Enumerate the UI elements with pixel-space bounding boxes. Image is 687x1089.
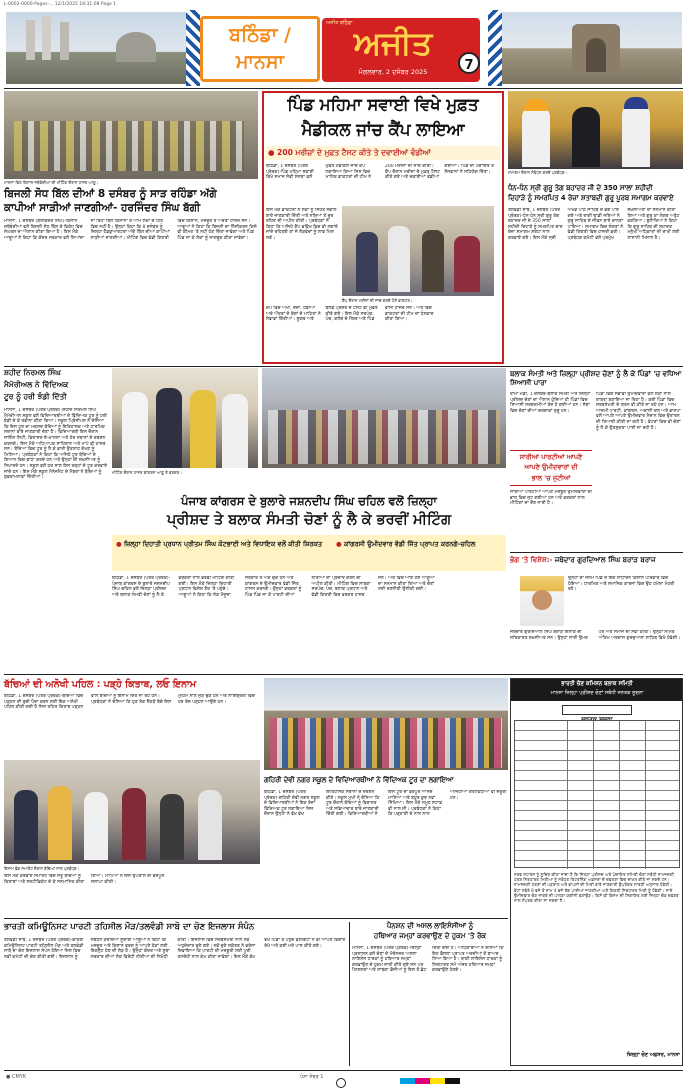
school-headline: ਗਹਿਰੀ ਦੇਵੀ ਨਗਰ ਸਕੂਲ ਦੇ ਵਿਦਿਆਰਥੀਆਂ ਨੇ ਵਿੱਦਿਅਕ ਟੂਰ ਦਾ ਲਗਾਇਆ: [264, 776, 454, 784]
bullet-icon: ●: [116, 540, 124, 548]
masthead-photo-right: [502, 12, 682, 84]
gurpurab-body: ਤਲਵੰਡੀ ਸਾਬੋ, 1 ਦਸੰਬਰ (ਪੱਤਰ ਪ੍ਰੇਰਕ)-ਧੰਨ-ਧੰਨ ਸ੍ਰੀ ਗੁਰੂ ਤੇਗ ਬਹਾਦਰ ਜੀ ਦੇ 350 ਸਾਲਾ ਸ਼ਹੀਦੀ ਦਿਹਾੜੇ ਨੂੰ ਸਮਰਪਿਤ ਚਾਰ ਰੋਜ਼ਾ ਸਮਾਗਮ ਸ਼ਰਧਾ ਨਾਲ ਕਰਵਾਏ ਗਏ। ਇਸ ਮੌਕੇ ਸ੍ਰੀ ਅਖੰਡ ਪਾਠ ਸਾਹਿਬ ਦੇ ਭੋਗ ਪਾਏ ਗਏ ਅਤੇ ਰਾਗੀ ਢਾਡੀ ਜਥਿਆਂ ਨੇ ਗੁਰੂ ਸਾਹਿਬ ਦੇ ਜੀਵਨ ਬਾਰੇ ਚਾਨਣਾ ਪਾਇਆ। ਸਮਾਗਮ ਵਿਚ ਸੰਗਤਾਂ ਨੇ ਵੱਡੀ ਗਿਣਤੀ ਵਿਚ ਹਾਜ਼ਰੀ ਭਰੀ। ਪ੍ਰਬੰਧਕ ਕਮੇਟੀ ਵਲੋਂ ਪ੍ਰਮੁੱਖ ਸ਼ਖ਼ਸੀਅਤਾਂ ਦਾ ਸਨਮਾਨ ਕੀਤਾ ਗਿਆ ਅਤੇ ਗੁਰੂ ਕਾ ਲੰਗਰ ਅਤੁੱਟ ਵਰਤਿਆ। ਬੁਲਾਰਿਆਂ ਨੇ ਕਿਹਾ ਕਿ ਗੁਰੂ ਸਾਹਿਬ ਦੀ ਸ਼ਹਾਦਤ ਮਨੁੱਖੀ ਅਧਿਕਾਰਾਂ ਦੀ ਰਾਖੀ ਲਈ ਲਾਸਾਨੀ ਮਿਸਾਲ ਹੈ।: [508, 208, 680, 241]
congress-photo-right: [262, 368, 506, 468]
electricity-body: ਮਾਨਸਾ, 1 ਦਸੰਬਰ (ਬਲਵਿੰਦਰ ਸਿੰਘ)-ਕਿਸਾਨ ਜਥੇਬੰਦੀਆਂ ਵਲੋਂ ਬਿਜਲੀ ਸੋਧ ਬਿੱਲ ਦੇ ਵਿਰੋਧ ਵਿਚ ਸੰਘਰਸ਼ ਦਾ ਐਲਾਨ ਕੀਤਾ ਗਿਆ ਹੈ। ਇਸ ਮੌਕੇ ਆਗੂਆਂ ਨੇ ਕਿਹਾ ਕਿ ਕੇਂਦਰ ਸਰਕਾਰ ਵਲੋਂ ਲਿਆਂਦਾ ਜਾ ਰਿਹਾ ਬਿੱਲ ਕਿਸਾਨਾਂ ਤੇ ਆਮ ਲੋਕਾਂ ਦੇ ਹਿੱਤ ਵਿਚ ਨਹੀਂ ਹੈ। ਉਨ੍ਹਾਂ ਕਿਹਾ ਕਿ 8 ਦਸੰਬਰ ਨੂੰ ਜ਼ਿਲ੍ਹਾ ਹੈੱਡਕੁਆਰਟਰਾਂ ਅੱਗੇ ਬਿੱਲ ਦੀਆਂ ਕਾਪੀਆਂ ਸਾੜੀਆਂ ਜਾਣਗੀਆਂ। ਮੀਟਿੰਗ ਵਿਚ ਵੱਡੀ ਗਿਣਤੀ ਵਿਚ ਕਿਸਾਨ, ਮਜ਼ਦੂਰ ਤੇ ਔਰਤਾਂ ਹਾਜ਼ਰ ਸਨ। ਆਗੂਆਂ ਨੇ ਕਿਹਾ ਕਿ ਬਿਜਲੀ ਦਾ ਨਿੱਜੀਕਰਨ ਕਿਸੇ ਵੀ ਕੀਮਤ 'ਤੇ ਨਹੀਂ ਹੋਣ ਦਿੱਤਾ ਜਾਵੇਗਾ ਅਤੇ ਪਿੰਡ ਪਿੰਡ ਜਾ ਕੇ ਲੋਕਾਂ ਨੂੰ ਜਾਗਰੂਕ ਕੀਤਾ ਜਾਵੇਗਾ।: [4, 219, 257, 241]
print-slug: L-0002-0000-Pages-... 12/1/2025 18:31:08 Page 1: [4, 2, 117, 7]
electricity-headline-1: ਬਿਜਲੀ ਸੋਧ ਬਿੱਲ ਦੀਆਂ 8 ਦਸੰਬਰ ਨੂੰ ਸਾੜ ਰਹਿੰਡਾ ਅੱਗੇ: [4, 188, 217, 200]
masthead-date: ਮੰਗਲਵਾਰ, 2 ਦਸੰਬਰ 2025: [358, 68, 428, 76]
tribute-title: [510, 556, 683, 565]
masthead: [0, 8, 687, 88]
page-number: 7: [464, 58, 474, 73]
medical-camp-body-top: ਬਠਿੰਡਾ, 1 ਦਸੰਬਰ (ਪੱਤਰ ਪ੍ਰੇਰਕ)-ਪਿੰਡ ਮਹਿਮਾ ਸਵਾਈ ਵਿਖੇ ਸਮਾਜ ਸੇਵੀ ਸੰਸਥਾ ਵਲੋਂ ਮੁਫ਼ਤ ਮੈਡੀਕਲ ਜਾਂਚ ਕੈਂਪ ਲਗਾਇਆ ਗਿਆ ਜਿਸ ਵਿਚ ਮਾਹਿਰ ਡਾਕਟਰਾਂ ਦੀ ਟੀਮ ਨੇ 200 ਮਰੀਜ਼ਾਂ ਦੀ ਜਾਂਚ ਕੀਤੀ। ਕੈਂਪ ਦੌਰਾਨ ਮਰੀਜ਼ਾਂ ਦੇ ਮੁਫ਼ਤ ਟੈਸਟ ਕੀਤੇ ਗਏ ਅਤੇ ਦਵਾਈਆਂ ਵੰਡੀਆਂ ਗਈਆਂ। ਪਿੰਡ ਦੀ ਪੰਚਾਇਤ ਤੇ ਨੌਜਵਾਨਾਂ ਨੇ ਸਹਿਯੋਗ ਦਿੱਤਾ।: [266, 164, 494, 181]
congress-bullet-1: [116, 540, 330, 549]
congress-body: ਬਠਿੰਡਾ, 1 ਦਸੰਬਰ (ਪੱਤਰ ਪ੍ਰੇਰਕ)-ਪੰਜਾਬ ਕਾਂਗਰਸ ਦੇ ਬੁਲਾਰੇ ਜਸ਼ਨਦੀਪ ਸਿੰਘ ਚਹਿਲ ਵਲੋਂ ਜ਼ਿਲ੍ਹਾ ਪ੍ਰੀਸ਼ਦ ਅਤੇ ਬਲਾਕ ਸੰਮਤੀ ਚੋਣਾਂ ਨੂੰ ਲੈ ਕੇ ਵਰਕਰਾਂ ਨਾਲ ਭਰਵੀਂ ਮੀਟਿੰਗ ਕੀਤੀ ਗਈ। ਇਸ ਮੌਕੇ ਜ਼ਿਲ੍ਹਾ ਦਿਹਾਤੀ ਪ੍ਰਧਾਨ ਵਿਸ਼ੇਸ਼ ਤੌਰ 'ਤੇ ਪਹੁੰਚੇ। ਆਗੂਆਂ ਨੇ ਕਿਹਾ ਕਿ ਲੋਕ ਮੌਜੂਦਾ ਸਰਕਾਰ ਤੋਂ ਅੱਕ ਚੁੱਕੇ ਹਨ ਅਤੇ ਕਾਂਗਰਸ ਦੇ ਉਮੀਦਵਾਰ ਵੱਡੀ ਜਿੱਤ ਹਾਸਲ ਕਰਨਗੇ। ਉਨ੍ਹਾਂ ਵਰਕਰਾਂ ਨੂੰ ਪਿੰਡ ਪਿੰਡ ਜਾ ਕੇ ਪਾਰਟੀ ਦੀਆਂ ਨੀਤੀਆਂ ਦਾ ਪ੍ਰਚਾਰ ਕਰਨ ਦੀ ਅਪੀਲ ਕੀਤੀ। ਮੀਟਿੰਗ ਵਿਚ ਸਾਬਕਾ ਸਰਪੰਚ, ਪੰਚ, ਬਲਾਕ ਪ੍ਰਧਾਨ ਅਤੇ ਵੱਡੀ ਗਿਣਤੀ ਵਿਚ ਵਰਕਰ ਹਾਜ਼ਰ ਸਨ। ਅੰਤ ਵਿਚ ਆਏ ਹੋਏ ਆਗੂਆਂ ਦਾ ਸਨਮਾਨ ਕੀਤਾ ਗਿਆ ਅਤੇ ਚੋਣਾਂ ਲਈ ਰਣਨੀਤੀ ਉਲੀਕੀ ਗਈ।: [112, 576, 435, 598]
electricity-headline-2: ਕਾਪੀਆਂ ਸਾੜੀਆਂ ਜਾਣਗੀਆਂ- ਹਰਜਿੰਦਰ ਸਿੰਘ ਬੱਗੀ: [4, 202, 201, 214]
gurpurab-headline-2: ਦਿਹਾੜੇ ਨੂੰ ਸਮਰਪਿਤ 4 ਰੋਜ਼ਾ ਸ਼ਤਾਬਦੀ ਗੁਰੂ ਪੂਰਬ ਸਮਾਗਮ ਕਰਵਾਏ: [508, 194, 674, 202]
electricity-photo-caption: ਮਾਨਸਾ ਵਿਖੇ ਕਿਸਾਨ ਜਥੇਬੰਦੀਆਂ ਦੀ ਮੀਟਿੰਗ ਦੌਰਾਨ ਹਾਜ਼ਰ ਆਗੂ।: [4, 180, 99, 185]
congress-headline-2: ਪ੍ਰੀਸ਼ਦ ਤੇ ਬਲਾਕ ਸੰਮਤੀ ਚੋਣਾਂ ਨੂੰ ਲੈ ਕੇ ਭਰਵੀਂ ਮੀਟਿੰਗ: [166, 512, 452, 528]
medical-camp-body-left: ਇਸ ਮੌਕੇ ਡਾਕਟਰਾਂ ਨੇ ਲੋਕਾਂ ਨੂੰ ਸਿਹਤ ਸੰਭਾਲ ਬਾਰੇ ਜਾਣਕਾਰੀ ਦਿੱਤੀ ਅਤੇ ਨਸ਼ਿਆਂ ਤੋਂ ਦੂਰ ਰਹਿਣ ਦੀ ਅਪੀਲ ਕੀਤੀ। ਪ੍ਰਬੰਧਕਾਂ ਨੇ ਕਿਹਾ ਕਿ ਅਜਿਹੇ ਕੈਂਪ ਭਵਿੱਖ ਵਿਚ ਵੀ ਲਗਾਏ ਜਾਂਦੇ ਰਹਿਣਗੇ ਤਾਂ ਜੋ ਲੋੜਵੰਦਾਂ ਨੂੰ ਲਾਭ ਮਿਲ ਸਕੇ।: [266, 208, 338, 241]
notice-header-2: ਮਾਨਸਾ ਜ਼ਿਲ੍ਹਾ ਪ੍ਰੀਸ਼ਦ ਚੋਣਾਂ ਸਬੰਧੀ ਜਨਤਕ ਸੂਚਨਾ: [550, 690, 644, 696]
masthead-pattern: [186, 10, 200, 86]
congress-photo-caption: ਮੀਟਿੰਗ ਦੌਰਾਨ ਹਾਜ਼ਰ ਕਾਂਗਰਸ ਆਗੂ ਤੇ ਵਰਕਰ।: [112, 470, 182, 475]
edition-name: ਬਠਿੰਡਾ / ਮਾਨਸਾ: [229, 24, 291, 73]
masthead-photo-left: [6, 12, 186, 84]
bullet-icon: ●: [336, 540, 344, 548]
medical-camp-photo-caption: ਕੈਂਪ ਦੌਰਾਨ ਮਰੀਜ਼ਾਂ ਦੀ ਜਾਂਚ ਕਰਦੇ ਹੋਏ ਡਾਕਟਰ।: [342, 298, 413, 303]
villages-pullquote-3: ਭਾਲ 'ਚ ਜੁਟੀਆਂ: [531, 474, 571, 482]
pension-headline-2: ਹਥਿਆਰ ਜਮ੍ਹਾਂ ਕਰਵਾਉਣ ਦੇ ਹੁਕਮ 'ਤੇ ਰੋਕ: [373, 932, 487, 940]
cpi-body: ਤਲਵੰਡੀ ਸਾਬੋ, 1 ਦਸੰਬਰ (ਪੱਤਰ ਪ੍ਰੇਰਕ)-ਭਾਰਤੀ ਕਮਿਊਨਿਸਟ ਪਾਰਟੀ ਤਹਿਸੀਲ ਮੌੜ ਅਤੇ ਤਲਵੰਡੀ ਸਾਬੋ ਦਾ ਚੋਣ ਇਜਲਾਸ ਸੰਪੰਨ ਹੋਇਆ ਜਿਸ ਵਿਚ ਨਵੀਂ ਕਮੇਟੀ ਦੀ ਚੋਣ ਕੀਤੀ ਗਈ। ਇਜਲਾਸ ਨੂੰ ਸੰਬੋਧਨ ਕਰਦਿਆਂ ਸੂਬਾਈ ਆਗੂਆਂ ਨੇ ਕਿਹਾ ਕਿ ਮਜ਼ਦੂਰ ਅਤੇ ਕਿਸਾਨ ਵਰਗ ਨੂੰ ਆਪਣੇ ਹੱਕਾਂ ਲਈ ਇਕਜੁੱਟ ਹੋਣ ਦੀ ਲੋੜ ਹੈ। ਉਨ੍ਹਾਂ ਕੇਂਦਰ ਅਤੇ ਸੂਬਾ ਸਰਕਾਰ ਦੀਆਂ ਲੋਕ ਵਿਰੋਧੀ ਨੀਤੀਆਂ ਦੀ ਨਿਖੇਧੀ ਕੀਤੀ। ਇਜਲਾਸ ਵਿਚ ਸਰਬਸੰਮਤੀ ਨਾਲ ਨਵੇਂ ਅਹੁਦੇਦਾਰ ਚੁਣੇ ਗਏ। ਨਵੇਂ ਚੁਣੇ ਸਕੱਤਰ ਨੇ ਭਰੋਸਾ ਦਿਵਾਇਆ ਕਿ ਪਾਰਟੀ ਦੀ ਮਜ਼ਬੂਤੀ ਲਈ ਪੂਰੀ ਤਨਦੇਹੀ ਨਾਲ ਕੰਮ ਕੀਤਾ ਜਾਵੇਗਾ। ਇਸ ਮੌਕੇ ਵੱਖ ਵੱਖ ਪਿੰਡਾਂ ਤੋਂ ਪਹੁੰਚੇ ਡੈਲੀਗੇਟਾਂ ਨੇ ਵੀ ਆਪਣੇ ਵਿਚਾਰ ਰੱਖੇ ਅਤੇ ਕਈ ਮਤੇ ਪਾਸ ਕੀਤੇ ਗਏ।: [4, 938, 346, 960]
bullet-icon: ●: [268, 148, 278, 157]
villages-body-2: ਸਾਰੀਆਂ ਪਾਰਟੀਆਂ ਆਪਣੇ ਮਜ਼ਬੂਤ ਉਮੀਦਵਾਰਾਂ ਦੀ ਭਾਲ ਵਿਚ ਜੁਟ ਗਈਆਂ ਹਨ ਅਤੇ ਵਰਕਰਾਂ ਨਾਲ ਮੀਟਿੰਗਾਂ ਦਾ ਦੌਰ ਜਾਰੀ ਹੈ।: [510, 490, 592, 507]
medical-camp-headline-2: ਮੈਡੀਕਲ ਜਾਂਚ ਕੈਂਪ ਲਾਇਆ: [301, 120, 465, 139]
farmers-meeting-photo: [4, 91, 258, 179]
school-tour-headline-1: ਸ਼ਹੀਦ ਨਿਰਮਲ ਸਿੰਘ: [4, 368, 61, 377]
tribute-kicker: ਭੋਗ 'ਤੇ ਵਿਸ਼ੇਸ਼:-: [510, 556, 553, 564]
medical-camp-subhead-text: 200 ਮਰੀਜ਼ਾਂ ਦੇ ਮੁਫ਼ਤ ਟੈਸਟ ਕੀਤੇ ਤੇ ਦਵਾਈਆਂ ਵੰਡੀਆਂ: [277, 148, 431, 157]
footer-center: ਪੰਨਾ ਨੰਬਰ 1: [300, 1074, 324, 1080]
congress-bullet-1-text: ਜ਼ਿਲ੍ਹਾ ਦਿਹਾਤੀ ਪ੍ਰਧਾਨ ਪ੍ਰੀਤਮ ਸਿੰਘ ਕੋਟਭਾਈ ਅਤੇ ਵਿਧਾਇਕ ਵਲੋਂ ਕੀਤੀ ਸ਼ਿਰਕਤ: [123, 540, 323, 548]
page-number-badge: [458, 52, 480, 74]
school-tour-headline-2: ਮੈਮੋਰੀਅਲ ਨੇ ਵਿੱਦਿਅਕ: [4, 380, 69, 389]
medical-camp-subhead: [268, 148, 500, 158]
tribute-body: ਜਥੇਦਾਰ ਗੁਰਦਿਆਲ ਸਿੰਘ ਬਰਾੜ ਇਲਾਕੇ ਦੀ ਸਤਿਕਾਰਤ ਸ਼ਖ਼ਸੀਅਤ ਸਨ। ਉਨ੍ਹਾਂ ਸਾਰੀ ਉਮਰ ਪੰਥ ਅਤੇ ਸਮਾਜ ਦੀ ਸੇਵਾ ਕੀਤੀ। ਉਨ੍ਹਾਂ ਨਮਿਤ ਅੰਤਿਮ ਅਰਦਾਸ ਗੁਰਦੁਆਰਾ ਸਾਹਿਬ ਵਿਖੇ ਹੋਵੇਗੀ।: [510, 630, 681, 641]
notice-table: [514, 720, 680, 868]
brand-tag: ਅਜੀਤ ਬਠਿੰਡਾ: [326, 20, 353, 26]
children-photo-caption: ਇਨਾਮ ਵੰਡ ਸਮਾਰੋਹ ਦੌਰਾਨ ਬੱਚਿਆਂ ਨਾਲ ਪ੍ਰਬੰਧਕ।: [4, 866, 80, 871]
notice-title-box: [562, 705, 632, 715]
school-tour-headline-3: ਟੂਰ ਨੂੰ ਹਰੀ ਝੰਡੀ ਦਿੱਤੀ: [4, 392, 67, 401]
tribute-body-top: ਉਨ੍ਹਾਂ ਦਾ ਜਨਮ ਪਿੰਡ ਦੇ ਇਕ ਸਾਧਾਰਨ ਕਿਸਾਨ ਪਰਿਵਾਰ ਵਿਚ ਹੋਇਆ। ਧਾਰਮਿਕ ਅਤੇ ਸਮਾਜਿਕ ਕਾਰਜਾਂ ਵਿਚ ਉਹ ਹਮੇਸ਼ਾ ਮੋਹਰੀ ਰਹੇ।: [568, 576, 675, 593]
masthead-pattern-right: [488, 10, 502, 86]
medical-camp-photo: [342, 206, 494, 296]
villages-pullquote-2: ਆਪਣੇ ਉਮੀਦਵਾਰਾਂ ਦੀ: [524, 463, 578, 471]
notice-footer: ਜ਼ਿਲ੍ਹਾ ਚੋਣ ਅਫ਼ਸਰ, ਮਾਨਸਾ: [626, 1052, 680, 1058]
school-body: ਬਠਿੰਡਾ, 1 ਦਸੰਬਰ (ਪੱਤਰ ਪ੍ਰੇਰਕ)-ਗਹਿਰੀ ਦੇਵੀ ਨਗਰ ਸਕੂਲ ਦੇ ਵਿਦਿਆਰਥੀਆਂ ਨੇ ਇਕ ਰੋਜ਼ਾ ਵਿੱਦਿਅਕ ਟੂਰ ਲਗਾਇਆ ਜਿਸ ਦੌਰਾਨ ਉਨ੍ਹਾਂ ਨੇ ਵੱਖ ਵੱਖ ਇਤਿਹਾਸਕ ਸਥਾਨਾਂ ਦੇ ਦਰਸ਼ਨ ਕੀਤੇ। ਸਕੂਲ ਮੁਖੀ ਨੇ ਦੱਸਿਆ ਕਿ ਟੂਰ ਦੌਰਾਨ ਬੱਚਿਆਂ ਨੂੰ ਵਿਰਾਸਤ ਅਤੇ ਸਭਿਆਚਾਰ ਬਾਰੇ ਜਾਣਕਾਰੀ ਦਿੱਤੀ ਗਈ। ਵਿਦਿਆਰਥੀਆਂ ਨੇ ਇਸ ਟੂਰ ਦਾ ਭਰਪੂਰ ਆਨੰਦ ਮਾਣਿਆ ਅਤੇ ਬਹੁਤ ਕੁਝ ਨਵਾਂ ਸਿੱਖਿਆ। ਇਸ ਮੌਕੇ ਸਮੂਹ ਸਟਾਫ਼ ਵੀ ਨਾਲ ਸੀ। ਪ੍ਰਬੰਧਕਾਂ ਨੇ ਕਿਹਾ ਕਿ ਪੜ੍ਹਾਈ ਦੇ ਨਾਲ ਨਾਲ ਅਜਿਹੀਆਂ ਗਤੀਵਿਧੀਆਂ ਵੀ ਜ਼ਰੂਰੀ ਹਨ।: [264, 790, 507, 818]
tribute-headline: ਜਥੇਦਾਰ ਗੁਰਦਿਆਲ ਸਿੰਘ ਬਰਾੜ ਬਰਾਜ: [554, 556, 656, 564]
villages-body-1: ਰਾਮਾਂ ਮੰਡੀ, 1 ਦਸੰਬਰ-ਬਲਾਕ ਸੰਮਤੀ ਅਤੇ ਜ਼ਿਲ੍ਹਾ ਪ੍ਰੀਸ਼ਦ ਚੋਣਾਂ ਦਾ ਐਲਾਨ ਹੁੰਦਿਆਂ ਹੀ ਪਿੰਡਾਂ ਵਿਚ ਸਿਆਸੀ ਸਰਗਰਮੀਆਂ ਤੇਜ਼ ਹੋ ਗਈਆਂ ਹਨ। ਸੱਥਾਂ ਵਿਚ ਚੋਣਾਂ ਦੀਆਂ ਚਰਚਾਵਾਂ ਸ਼ੁਰੂ ਹਨ।: [510, 392, 591, 414]
gurpurab-photo-caption: ਸਮਾਗਮ ਦੌਰਾਨ ਸੰਬੋਧਨ ਕਰਦੇ ਪ੍ਰਬੰਧਕ।: [508, 170, 568, 175]
notice-header-1: ਭਾਰਤੀ ਚੋਣ ਕਮਿਸ਼ਨ ਬਲਾਕ ਸਮਿਤੀ: [561, 681, 633, 687]
villages-pullquote-1: ਸਾਰੀਆਂ ਪਾਰਟੀਆਂ ਆਪਣੇ: [519, 453, 583, 461]
school-group-photo: [264, 678, 508, 770]
children-body: ਬਠਿੰਡਾ, 1 ਦਸੰਬਰ (ਪੱਤਰ ਪ੍ਰੇਰਕ)-ਬੱਚਿਆਂ ਵਿਚ ਪੜ੍ਹਨ ਦੀ ਰੁਚੀ ਪੈਦਾ ਕਰਨ ਲਈ ਇਕ ਅਨੋਖੀ ਪਹਿਲ ਕੀਤੀ ਗਈ ਹੈ ਜਿਸ ਤਹਿਤ ਕਿਤਾਬ ਪੜ੍ਹਨ ਵਾਲੇ ਬੱਚਿਆਂ ਨੂੰ ਇਨਾਮ ਦਿੱਤੇ ਜਾ ਰਹੇ ਹਨ। ਪ੍ਰਬੰਧਕਾਂ ਨੇ ਦੱਸਿਆ ਕਿ ਹੁਣ ਤੱਕ ਸੈਂਕੜੇ ਬੱਚੇ ਇਸ ਮੁਹਿੰਮ ਨਾਲ ਜੁੜ ਚੁੱਕੇ ਹਨ ਅਤੇ ਲਾਇਬ੍ਰੇਰੀ ਵਿਚ ਹਰ ਰੋਜ਼ ਪੜ੍ਹਨ ਆਉਂਦੇ ਹਨ।: [4, 694, 255, 711]
tribute-portrait: [520, 576, 564, 626]
brand-logo: ਅਜੀਤ: [353, 24, 433, 62]
congress-photo-left: [112, 368, 258, 468]
children-headline: ਬੱਚਿਆਂ ਦੀ ਅਨੋਖੀ ਪਹਿਲ : ਪੜ੍ਹੋ ਕਿਤਾਬ, ਲਓ ਇਨਾਮ: [4, 679, 197, 690]
congress-bullet-2-text: ਕਾਂਗਰਸੀ ਉਮੀਦਵਾਰ ਵੱਡੀ ਜਿੱਤ ਪ੍ਰਾਪਤ ਕਰਨਗੇ-ਚਹਿਲ: [343, 540, 476, 548]
villages-headline: ਬਲਾਕ ਸੰਮਤੀ ਅਤੇ ਜ਼ਿਲ੍ਹਾ ਪ੍ਰੀਸ਼ਦ ਚੋਣਾਂ ਨੂੰ ਲੈ ਕੇ ਪਿੰਡਾਂ 'ਚ ਵਧਿਆ ਸਿਆਸੀ ਪਾਰਾ: [510, 370, 682, 387]
color-bar-icon: [400, 1078, 460, 1084]
gurpurab-headline-1: ਧੰਨ-ਧੰਨ ਸ੍ਰੀ ਗੁਰੂ ਤੇਗ ਬਹਾਦਰ ਜੀ ਦੇ 350 ਸਾਲਾ ਸ਼ਹੀਦੀ: [508, 184, 653, 192]
notice-body: ਸਰਵ ਸਧਾਰਨ ਨੂੰ ਸੂਚਿਤ ਕੀਤਾ ਜਾਂਦਾ ਹੈ ਕਿ ਜ਼ਿਲ੍ਹਾ ਪ੍ਰੀਸ਼ਦ ਅਤੇ ਪੰਚਾਇਤ ਸਮਿਤੀ ਚੋਣਾਂ ਸਬੰਧੀ ਨਾਮਜ਼ਦਗੀ ਪੱਤਰ ਨਿਰਧਾਰਤ ਮਿਤੀਆਂ ਨੂੰ ਸਬੰਧਤ ਰਿਟਰਨਿੰਗ ਅਫ਼ਸਰਾਂ ਦੇ ਦਫ਼ਤਰਾਂ ਵਿਚ ਦਾਖ਼ਲ ਕੀਤੇ ਜਾ ਸਕਦੇ ਹਨ। ਨਾਮਜ਼ਦਗੀ ਪੱਤਰਾਂ ਦੀ ਪੜਤਾਲ ਅਤੇ ਵਾਪਸੀ ਦੀ ਮਿਤੀ ਬਾਰੇ ਜਾਣਕਾਰੀ ਉਪਰੋਕਤ ਸਾਰਣੀ ਅਨੁਸਾਰ ਹੋਵੇਗੀ। ਵੋਟਾਂ ਸਵੇਰੇ 8 ਵਜੇ ਤੋਂ ਸ਼ਾਮ 4 ਵਜੇ ਤੱਕ ਪਾਈਆਂ ਜਾਣਗੀਆਂ ਅਤੇ ਗਿਣਤੀ ਨਿਰਧਾਰਤ ਮਿਤੀ ਨੂੰ ਹੋਵੇਗੀ। ਸਾਰੇ ਉਮੀਦਵਾਰ ਚੋਣ ਜ਼ਾਬਤੇ ਦੀ ਪਾਲਣਾ ਯਕੀਨੀ ਬਣਾਉਣ। ਕਿਸੇ ਵੀ ਕਿਸਮ ਦੀ ਸ਼ਿਕਾਇਤ ਲਈ ਜ਼ਿਲ੍ਹਾ ਚੋਣ ਦਫ਼ਤਰ ਨਾਲ ਸੰਪਰਕ ਕੀਤਾ ਜਾ ਸਕਦਾ ਹੈ।: [514, 872, 679, 904]
cpi-headline: ਭਾਰਤੀ ਕਮਿਊਨਿਸਟ ਪਾਰਟੀ ਤਹਿਸੀਲ ਮੌੜ/ਤਲਵੰਡੀ ਸਾਬੋ ਦਾ ਚੋਣ ਇਜਲਾਸ ਸੰਪੰਨ: [4, 922, 255, 932]
school-tour-body: ਮਾਨਸਾ, 1 ਦਸੰਬਰ (ਪੱਤਰ ਪ੍ਰੇਰਕ)-ਸ਼ਹੀਦ ਨਿਰਮਲ ਸਿੰਘ ਮੈਮੋਰੀਅਲ ਸਕੂਲ ਵਲੋਂ ਵਿਦਿਆਰਥੀਆਂ ਦੇ ਵਿੱਦਿਅਕ ਟੂਰ ਨੂੰ ਹਰੀ ਝੰਡੀ ਦੇ ਕੇ ਰਵਾਨਾ ਕੀਤਾ ਗਿਆ। ਸਕੂਲ ਪ੍ਰਿੰਸੀਪਲ ਨੇ ਦੱਸਿਆ ਕਿ ਇਸ ਟੂਰ ਦਾ ਮਕਸਦ ਬੱਚਿਆਂ ਨੂੰ ਇਤਿਹਾਸਕ ਅਤੇ ਧਾਰਮਿਕ ਸਥਾਨਾਂ ਬਾਰੇ ਜਾਣਕਾਰੀ ਦੇਣਾ ਹੈ। ਵਿਦਿਆਰਥੀ ਇਸ ਦੌਰਾਨ ਸਾਇੰਸ ਸਿਟੀ, ਵਿਰਾਸਤ-ਏ-ਖ਼ਾਲਸਾ ਅਤੇ ਹੋਰ ਸਥਾਨਾਂ ਦੇ ਦਰਸ਼ਨ ਕਰਨਗੇ। ਇਸ ਮੌਕੇ ਅਧਿਆਪਕ ਸਾਹਿਬਾਨ ਅਤੇ ਮਾਪੇ ਵੀ ਹਾਜ਼ਰ ਸਨ। ਬੱਚਿਆਂ ਵਿਚ ਟੂਰ ਨੂੰ ਲੈ ਕੇ ਭਾਰੀ ਉਤਸ਼ਾਹ ਦੇਖਣ ਨੂੰ ਮਿਲਿਆ। ਪ੍ਰਬੰਧਕਾਂ ਨੇ ਕਿਹਾ ਕਿ ਅਜਿਹੇ ਟੂਰ ਬੱਚਿਆਂ ਦੇ ਗਿਆਨ ਵਿਚ ਵਾਧਾ ਕਰਦੇ ਹਨ ਅਤੇ ਉਨ੍ਹਾਂ ਦੀ ਸ਼ਖ਼ਸੀਅਤ ਨੂੰ ਨਿਖਾਰਦੇ ਹਨ। ਸਕੂਲ ਵਲੋਂ ਹਰ ਸਾਲ ਇਸ ਤਰ੍ਹਾਂ ਦੇ ਟੂਰ ਕਰਵਾਏ ਜਾਂਦੇ ਹਨ। ਇਸ ਮੌਕੇ ਸਕੂਲ ਮੈਨੇਜਮੈਂਟ ਦੇ ਮੈਂਬਰਾਂ ਨੇ ਬੱਚਿਆਂ ਨੂੰ ਸ਼ੁਭਕਾਮਨਾਵਾਂ ਦਿੱਤੀਆਂ।: [4, 408, 108, 481]
gurpurab-photo: [508, 91, 683, 169]
children-photo: [4, 760, 260, 864]
registration-mark-icon: [336, 1078, 346, 1088]
medical-camp-headline-1: ਪਿੰਡ ਮਹਿਮਾ ਸਵਾਈ ਵਿਖੇ ਮੁਫ਼ਤ: [287, 95, 479, 114]
pension-headline-1: ਪੈਨਸ਼ਨ ਦੀ ਅਸਲ ਲਾਇਸੰਸੀਆਂ ਨੂੰ: [386, 922, 474, 930]
congress-headline-1: ਪੰਜਾਬ ਕਾਂਗਰਸ ਦੇ ਬੁਲਾਰੇ ਜਸ਼ਨਦੀਪ ਸਿੰਘ ਚਹਿਲ ਵਲੋਂ ਜ਼ਿਲ੍ਹਾ: [181, 494, 437, 508]
congress-bullet-2: [336, 540, 502, 549]
children-body-2: ਇਸ ਮੌਕੇ ਕਰਵਾਏ ਸਮਾਰੋਹ ਵਿਚ ਜੇਤੂ ਬੱਚਿਆਂ ਨੂੰ ਕਿਤਾਬਾਂ ਅਤੇ ਸਰਟੀਫਿਕੇਟ ਦੇ ਕੇ ਸਨਮਾਨਿਤ ਕੀਤਾ ਗਿਆ। ਮਾਪਿਆਂ ਨੇ ਇਸ ਉਪਰਾਲੇ ਦੀ ਭਰਪੂਰ ਸ਼ਲਾਘਾ ਕੀਤੀ।: [4, 874, 165, 885]
footer-left: ● CMYK: [6, 1074, 27, 1080]
medical-camp-body-bottom: ਕੈਂਪ ਵਿਚ ਅੱਖਾਂ, ਦੰਦਾਂ, ਹੱਡੀਆਂ ਅਤੇ ਔਰਤਾਂ ਦੇ ਰੋਗਾਂ ਦੇ ਮਾਹਿਰਾਂ ਨੇ ਸੇਵਾਵਾਂ ਦਿੱਤੀਆਂ। ਸ਼ੂਗਰ ਅਤੇ ਬਲੱਡ ਪ੍ਰੈਸ਼ਰ ਦੇ ਟੈਸਟ ਵੀ ਮੁਫ਼ਤ ਕੀਤੇ ਗਏ। ਇਸ ਮੌਕੇ ਸਰਪੰਚ, ਪੰਚ, ਕਲੱਬ ਦੇ ਮੈਂਬਰ ਅਤੇ ਪਿੰਡ ਵਾਸੀ ਹਾਜ਼ਰ ਸਨ। ਅੰਤ ਵਿਚ ਡਾਕਟਰਾਂ ਦੀ ਟੀਮ ਦਾ ਧੰਨਵਾਦ ਕੀਤਾ ਗਿਆ।: [266, 306, 434, 323]
villages-body-3: ਪਿੰਡਾਂ ਵਿਚ ਸੰਭਾਵੀ ਉਮੀਦਵਾਰਾਂ ਵਲੋਂ ਲੋਕਾਂ ਨਾਲ ਰਾਬਤਾ ਬਣਾਇਆ ਜਾ ਰਿਹਾ ਹੈ। ਕਈ ਪਿੰਡਾਂ ਵਿਚ ਸਰਬਸੰਮਤੀ ਦੇ ਯਤਨ ਵੀ ਕੀਤੇ ਜਾ ਰਹੇ ਹਨ। ਆਮ ਆਦਮੀ ਪਾਰਟੀ, ਕਾਂਗਰਸ, ਅਕਾਲੀ ਦਲ ਅਤੇ ਭਾਜਪਾ ਵਲੋਂ ਆਪਣੇ ਆਪਣੇ ਉਮੀਦਵਾਰ ਮੈਦਾਨ ਵਿਚ ਉਤਾਰਨ ਦੀ ਤਿਆਰੀ ਕੀਤੀ ਜਾ ਰਹੀ ਹੈ। ਵੋਟਰਾਂ ਵਿਚ ਵੀ ਚੋਣਾਂ ਨੂੰ ਲੈ ਕੇ ਉਤਸੁਕਤਾ ਪਾਈ ਜਾ ਰਹੀ ਹੈ।: [596, 392, 681, 431]
pension-body: ਮਾਨਸਾ, 1 ਦਸੰਬਰ (ਪੱਤਰ ਪ੍ਰੇਰਕ)-ਜ਼ਿਲ੍ਹਾ ਪ੍ਰਸ਼ਾਸਨ ਵਲੋਂ ਚੋਣਾਂ ਦੇ ਮੱਦੇਨਜ਼ਰ ਅਸਲਾ ਲਾਇਸੰਸ ਧਾਰਕਾਂ ਨੂੰ ਹਥਿਆਰ ਜਮ੍ਹਾਂ ਕਰਵਾਉਣ ਦੇ ਹੁਕਮ ਜਾਰੀ ਕੀਤੇ ਗਏ ਸਨ ਪਰ ਪੈਨਸ਼ਨਰਾਂ ਅਤੇ ਸਾਬਕਾ ਫ਼ੌਜੀਆਂ ਨੂੰ ਇਸ ਤੋਂ ਛੋਟ ਦਿੱਤੀ ਗਈ ਹੈ। ਅਧਿਕਾਰੀਆਂ ਨੇ ਦੱਸਿਆ ਕਿ ਇਹ ਫ਼ੈਸਲਾ ਪ੍ਰਾਪਤ ਅਰਜ਼ੀਆਂ ਤੋਂ ਬਾਅਦ ਲਿਆ ਗਿਆ ਹੈ। ਬਾਕੀ ਲਾਇਸੰਸ ਧਾਰਕਾਂ ਨੂੰ ਨਿਰਧਾਰਤ ਸਮੇਂ ਅੰਦਰ ਹਥਿਆਰ ਜਮ੍ਹਾਂ ਕਰਵਾਉਣੇ ਹੋਣਗੇ।: [352, 946, 504, 974]
